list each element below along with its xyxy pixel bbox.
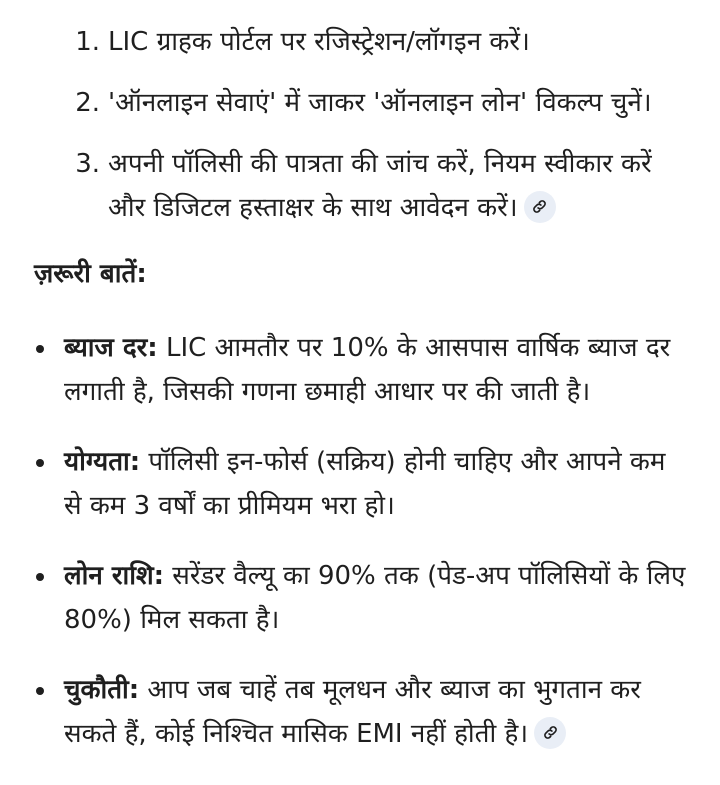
bullet-text [64,440,696,528]
bullet-term: योग्यता: [64,447,141,477]
bullet-text [64,554,696,642]
bullet-term: लोन राशि: [64,561,165,591]
step-item [24,20,696,64]
section-heading: ज़रूरी बातें: [34,259,147,289]
step-text: 'ऑनलाइन सेवाएं' में जाकर 'ऑनलाइन लोन' विकल्प चुनें। [108,88,652,118]
bullet-list [24,326,696,756]
bullet-term: चुकौती: [64,675,140,705]
bullet-text [64,326,696,414]
step-item [24,142,696,230]
list-item [24,440,696,528]
source-link-button[interactable] [534,717,566,749]
bullet-icon [24,440,64,484]
bullet-term: ब्याज दर: [64,333,158,363]
step-text-container [108,142,696,230]
step-item [24,81,696,125]
link-icon [531,198,548,215]
bullet-icon [24,554,64,598]
bullet-description: पॉलिसी इन-फोर्स (सक्रिय) होनी चाहिए और आपने कम से कम 3 वर्षों का प्रीमियम भरा हो। [64,447,666,521]
step-text: अपनी पॉलिसी की पात्रता की जांच करें, नियम स्वीकार करें और डिजिटल हस्ताक्षर के साथ आवेदन करें। [108,149,652,223]
bullet-icon [24,326,64,370]
step-text: LIC ग्राहक पोर्टल पर रजिस्ट्रेशन/लॉगइन करें। [108,27,530,57]
bullet-icon [24,668,64,712]
list-item [24,668,696,756]
step-number: 2. [75,88,100,118]
step-number: 3. [75,149,100,179]
list-item [24,554,696,642]
steps-list [24,20,696,230]
step-number: 1. [75,27,100,57]
bullet-text [64,668,696,756]
bullet-description: आप जब चाहें तब मूलधन और ब्याज का भुगतान कर सकते हैं, कोई निश्चित मासिक EMI नहीं होती है। [64,675,641,749]
bullet-description: सरेंडर वैल्यू का 90% तक (पेड-अप पॉलिसियों के लिए 80%) मिल सकता है। [64,561,686,635]
list-item [24,326,696,414]
link-icon [542,724,559,741]
source-link-button[interactable] [524,191,556,223]
bullet-description: LIC आमतौर पर 10% के आसपास वार्षिक ब्याज दर लगाती है, जिसकी गणना छमाही आधार पर की जाती है। [64,333,671,407]
